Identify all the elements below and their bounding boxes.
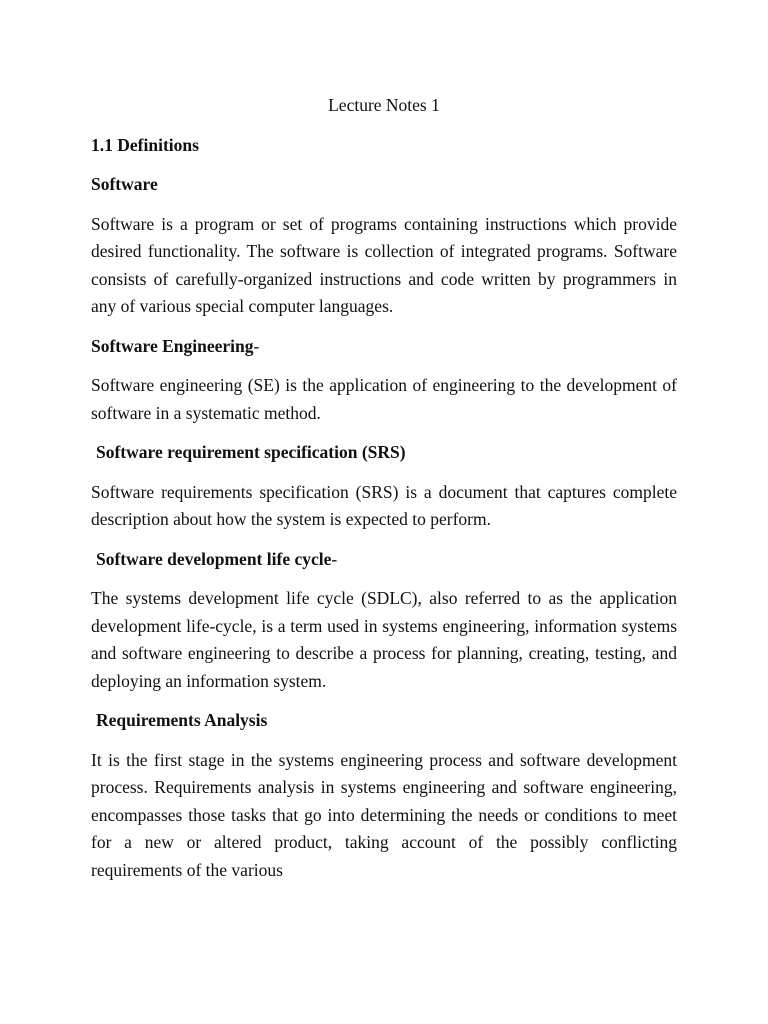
term-heading-software-engineering [91, 333, 677, 361]
definition-paragraph-sdlc: The systems development life cycle (SDLC), also referred to as the application development life-cycle, is a term used in systems engineering, information systems and software engineering to describe a process for planning, creating, testing, and deploying an information system. [91, 588, 677, 691]
term-heading-label: Software Engineering [91, 335, 254, 356]
definition-paragraph-software-engineering: Software engineering (SE) is the application of engineering to the development of software in a systematic method. [91, 375, 677, 423]
document-page [91, 92, 677, 896]
definition-paragraph-srs: Software requirements specification (SRS) is a document that captures complete description about how the system is expected to perform. [91, 481, 677, 529]
term-heading-label: Software [91, 174, 158, 194]
definition-paragraph-requirements-analysis: It is the first stage in the systems engineering process and software development process. Requirements analysis in systems engineering and software engineering, encompasses those tasks that go into determining the needs or conditions to meet for a new or altered product, taking account of the possibly conflicting requirements of the various [91, 749, 677, 880]
section-heading: 1.1 Definitions [91, 134, 199, 155]
term-heading-requirements-analysis [91, 707, 677, 735]
term-heading-srs [91, 439, 677, 467]
term-heading-label: Software requirement specification (SRS) [96, 442, 406, 462]
term-heading-software [91, 171, 677, 199]
definition-paragraph-software: Software is a program or set of programs containing instructions which provide desired functionality. The software is collection of integrated programs. Software consists of carefully-organized instructions and code written by programmers in any of various special computer languages. [91, 213, 677, 316]
term-heading-label: Requirements Analysis [96, 710, 268, 730]
page-title: Lecture Notes 1 [328, 95, 440, 115]
term-heading-suffix: - [253, 335, 260, 356]
term-heading-suffix: - [331, 548, 338, 569]
term-heading-sdlc [91, 546, 677, 574]
term-heading-label: Software development life cycle [96, 548, 332, 569]
